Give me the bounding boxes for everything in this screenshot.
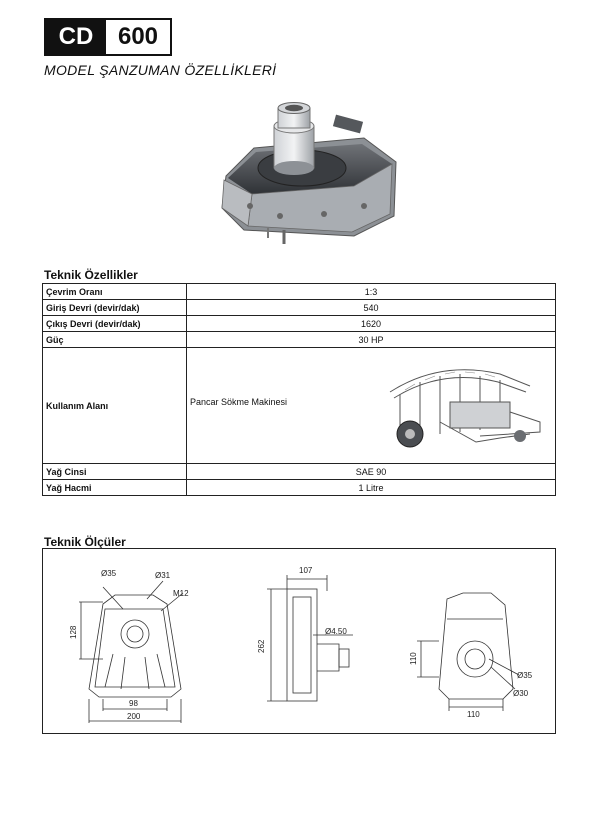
spec-value: 540 — [187, 300, 556, 316]
gearbox-photo — [214, 98, 404, 250]
spec-value: SAE 90 — [187, 464, 556, 480]
spec-value: 1 Litre — [187, 480, 556, 496]
dim-label: 110 — [409, 652, 418, 665]
dim-label: Ø35 — [101, 569, 117, 578]
table-row — [43, 284, 556, 300]
page-subtitle: MODEL ŞANZUMAN ÖZELLİKLERİ — [44, 62, 277, 78]
spec-label: Güç — [43, 332, 187, 348]
dim-label: 262 — [257, 639, 266, 653]
usage-cell — [187, 348, 556, 464]
spec-value: 1620 — [187, 316, 556, 332]
table-row — [43, 348, 556, 464]
model-code: CD — [46, 20, 106, 54]
model-badge — [44, 18, 172, 56]
spec-label: Çevrim Oranı — [43, 284, 187, 300]
table-row — [43, 464, 556, 480]
table-row — [43, 480, 556, 496]
dim-label: M12 — [173, 589, 189, 598]
specs-title: Teknik Özellikler — [44, 268, 138, 282]
dim-label: Ø31 — [155, 571, 171, 580]
spec-label: Giriş Devri (devir/dak) — [43, 300, 187, 316]
dim-label: Ø30 — [513, 689, 529, 698]
table-row — [43, 316, 556, 332]
harvester-illustration — [380, 352, 545, 458]
spec-label: Yağ Cinsi — [43, 464, 187, 480]
spec-label: Çıkış Devri (devir/dak) — [43, 316, 187, 332]
dim-label: 110 — [467, 710, 480, 719]
technical-drawing — [43, 549, 557, 735]
dim-label: 128 — [69, 625, 78, 639]
spec-value: 30 HP — [187, 332, 556, 348]
table-row — [43, 332, 556, 348]
table-row — [43, 300, 556, 316]
spec-label: Yağ Hacmi — [43, 480, 187, 496]
spec-value: Pancar Sökme Makinesi — [190, 397, 288, 407]
spec-value: 1:3 — [187, 284, 556, 300]
model-number: 600 — [117, 23, 159, 50]
dim-label: 98 — [129, 699, 138, 708]
spec-label: Kullanım Alanı — [43, 348, 187, 464]
dim-label: 107 — [299, 566, 313, 575]
dim-label: Ø35 — [517, 671, 533, 680]
dimensions-title: Teknik Ölçüler — [44, 535, 126, 549]
dimensions-drawing — [42, 548, 556, 734]
dim-label: Ø4.50 — [325, 627, 347, 636]
specs-table — [42, 283, 556, 496]
dim-label: 200 — [127, 712, 141, 721]
